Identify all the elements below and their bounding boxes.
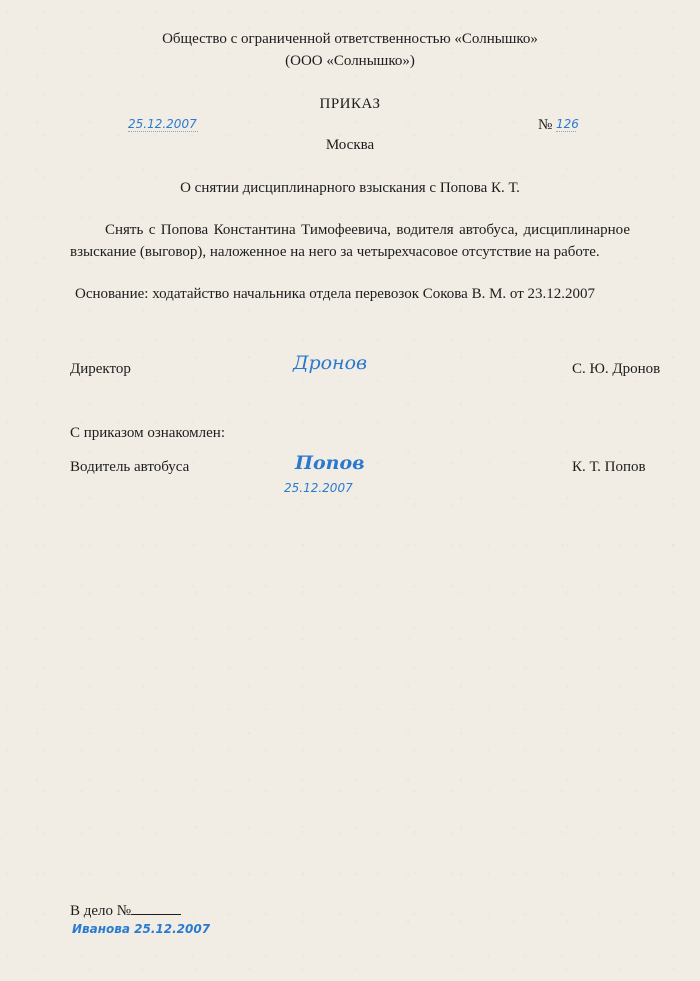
basis-line: Основание: ходатайство начальника отдела перевозок Сокова В. М. от 23.12.2007 xyxy=(75,286,596,302)
director-title: Директор xyxy=(70,361,131,377)
organization-short-name: (ООО «Солнышко») xyxy=(285,53,415,69)
clerk-note: Иванова 25.12.2007 xyxy=(72,922,211,936)
employee-signature: Попов xyxy=(295,452,365,474)
order-number: 126 xyxy=(556,117,579,131)
employee-name: К. Т. Попов xyxy=(572,459,646,475)
organization-full-name: Общество с ограниченной ответственностью «Солнышко» xyxy=(162,31,538,47)
order-number-label: № xyxy=(538,117,553,133)
file-note-label: В дело № xyxy=(70,903,132,919)
employee-sign-date: 25.12.2007 xyxy=(284,481,353,495)
acknowledgement-label: С приказом ознакомлен: xyxy=(70,425,226,441)
order-date: 25.12.2007 xyxy=(128,117,197,131)
document-title: ПРИКАЗ xyxy=(319,96,381,112)
director-signature: Дронов xyxy=(293,352,368,374)
order-subject: О снятии дисциплинарного взыскания с Попова К. Т. xyxy=(180,180,520,196)
order-body-paragraph: Снять с Попова Константина Тимофеевича, водителя автобуса, дисциплинарное взыскание (выговор), наложенное на него за четырехчасовое отсутствие на работе. xyxy=(70,222,630,260)
file-number-blank xyxy=(131,902,181,915)
file-note xyxy=(70,902,181,920)
director-name: С. Ю. Дронов xyxy=(572,361,661,377)
employee-position: Водитель автобуса xyxy=(70,459,190,475)
city: Москва xyxy=(325,137,375,153)
